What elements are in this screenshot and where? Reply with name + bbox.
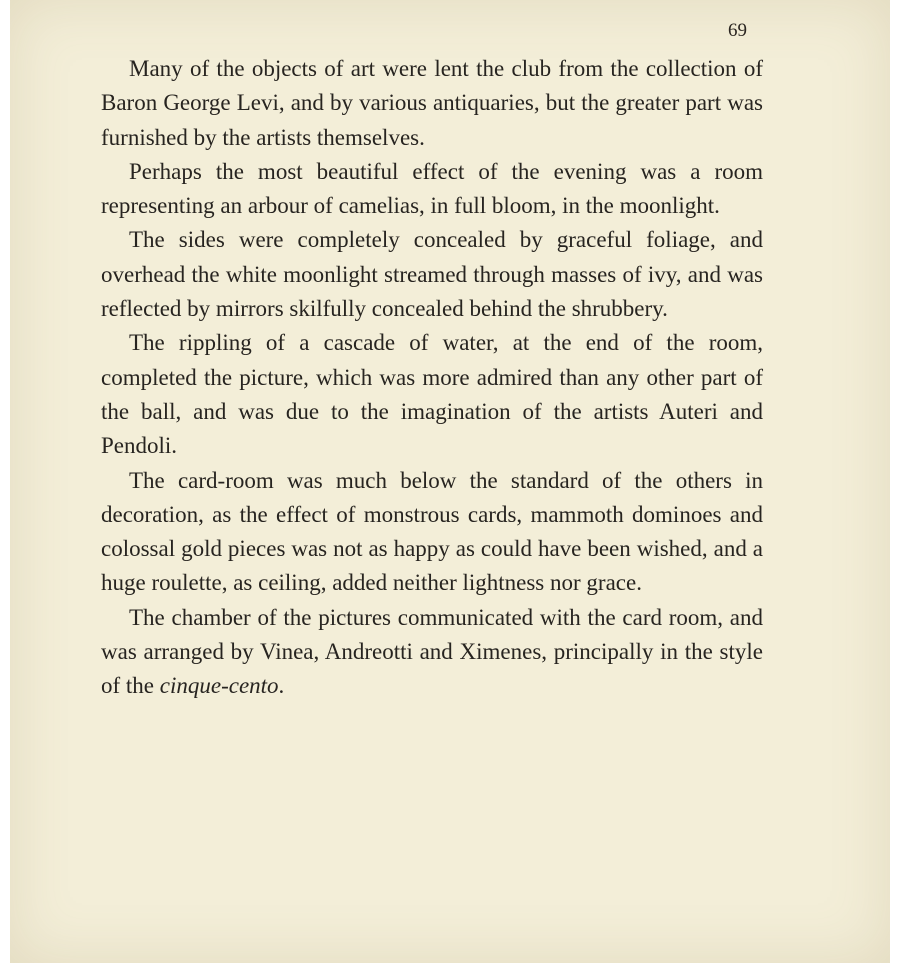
book-page — [10, 0, 890, 963]
paragraph-3: The sides were completely concealed by graceful foliage, and overhead the white moonlight streamed through masses of ivy, and was reflected by mirrors skilfully concealed behind the shrubbery. — [101, 227, 763, 322]
paragraph-6-text: The chamber of the pictures communicated with the card room, and was arranged by Vinea, Andreotti and Ximenes, principally in the style of the — [101, 604, 763, 699]
paragraph-6-end: . — [278, 673, 285, 699]
paragraph-5: The card-room was much below the standard of the others in decoration, as the effect of monstrous cards, mammoth dominoes and colossal gold pieces was not as happy as could have been wished, and a huge roulette, as ceiling, added neither lightness nor grace. — [101, 467, 763, 596]
body-text — [101, 52, 763, 704]
paragraph-6 — [101, 601, 763, 704]
paragraph-2: Perhaps the most beautiful effect of the evening was a room representing an arbour of camelias, in full bloom, in the moonlight. — [101, 158, 763, 219]
italic-term: cinque-cento — [159, 673, 279, 699]
paragraph-1: Many of the objects of art were lent the club from the collection of Baron George Levi, and by various antiquaries, but the greater part was furnished by the artists themselves. — [101, 56, 763, 150]
page-number: 69 — [728, 20, 747, 41]
paragraph-4: The rippling of a cascade of water, at the end of the room, completed the picture, which was more admired than any other part of the ball, and was due to the imagination of the artists Auteri and Pendoli. — [101, 330, 763, 459]
